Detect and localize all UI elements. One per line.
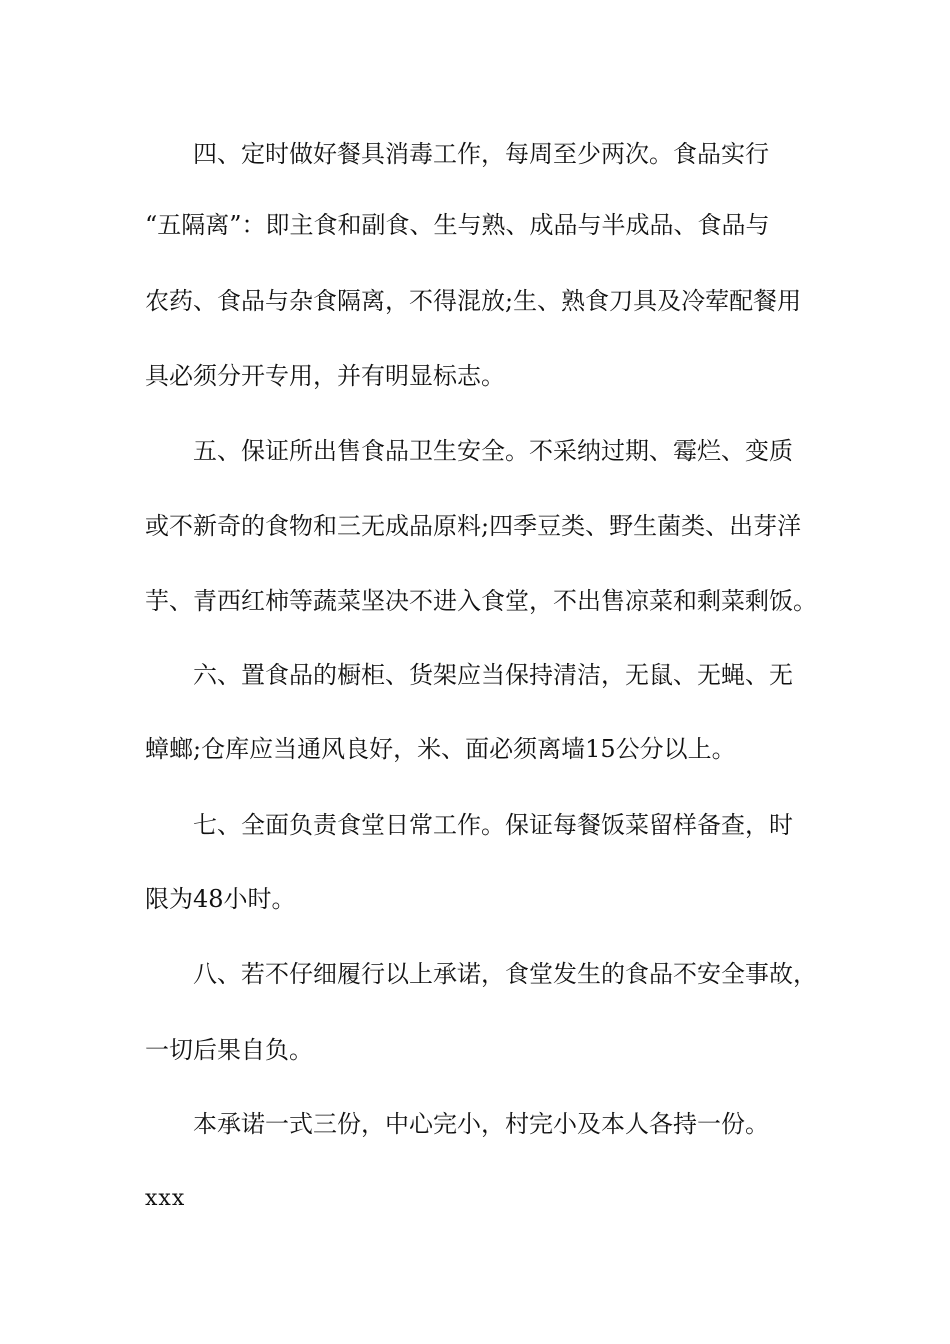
paragraph-8-line-2: 一切后果自负。 xyxy=(145,1036,313,1064)
paragraph-7-line-2: 限为48小时。 xyxy=(145,885,296,913)
paragraph-4-line-1: 四、定时做好餐具消毒工作，每周至少两次。食品实行 xyxy=(193,140,769,168)
closing-paragraph: 本承诺一式三份，中心完小，村完小及本人各持一份。 xyxy=(193,1110,769,1138)
paragraph-8-line-1: 八、若不仔细履行以上承诺，食堂发生的食品不安全事故， xyxy=(193,960,817,988)
paragraph-5-line-2: 或不新奇的食物和三无成品原料;四季豆类、野生菌类、出芽洋 xyxy=(145,512,802,540)
paragraph-6-line-1: 六、置食品的橱柜、货架应当保持清洁，无鼠、无蝇、无 xyxy=(193,661,793,689)
paragraph-4-line-4: 具必须分开专用，并有明显标志。 xyxy=(145,362,505,390)
paragraph-4-line-2: “五隔离”：即主食和副食、生与熟、成品与半成品、食品与 xyxy=(145,211,770,239)
paragraph-7-line-1: 七、全面负责食堂日常工作。保证每餐饭菜留样备查，时 xyxy=(193,811,793,839)
paragraph-5-line-1: 五、保证所出售食品卫生安全。不采纳过期、霉烂、变质 xyxy=(193,437,793,465)
paragraph-6-line-2: 蟑螂;仓库应当通风良好，米、面必须离墙15公分以上。 xyxy=(145,735,736,763)
paragraph-5-line-3: 芋、青西红柿等蔬菜坚决不进入食堂，不出售凉菜和剩菜剩饭。 xyxy=(145,587,817,615)
paragraph-4-line-3: 农药、食品与杂食隔离，不得混放;生、熟食刀具及冷荤配餐用 xyxy=(145,287,802,315)
signature: xxx xyxy=(145,1186,186,1211)
